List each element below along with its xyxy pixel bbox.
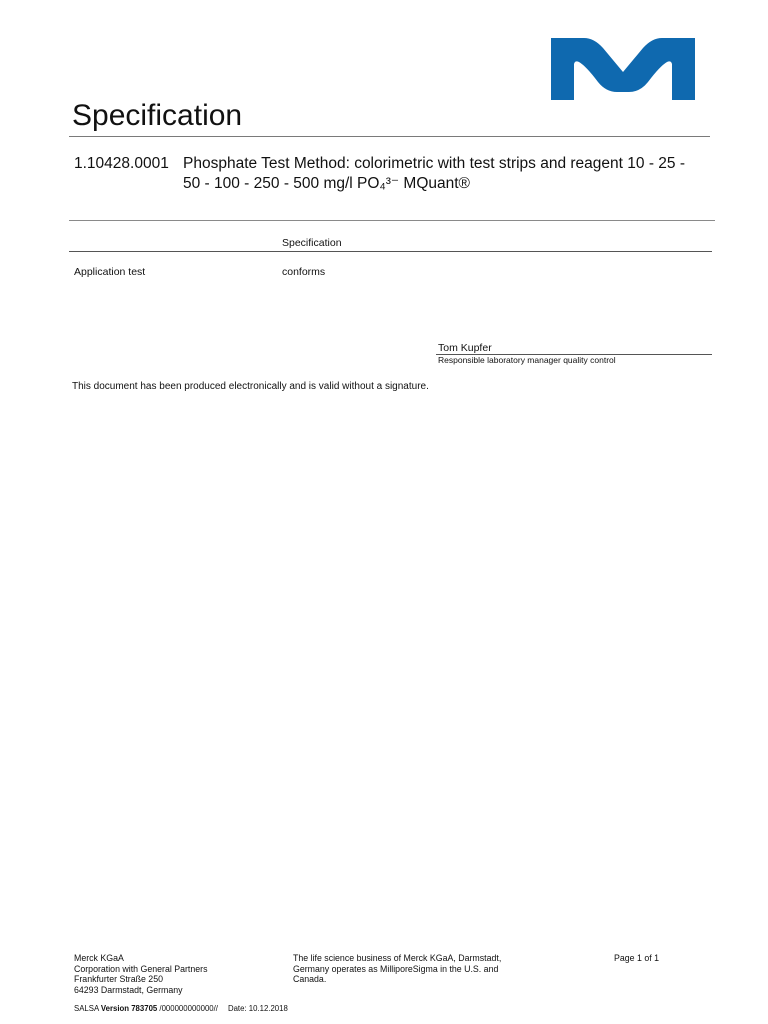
title-divider (69, 136, 710, 137)
product-description-line-1: Phosphate Test Method: colorimetric with test strips and reagent 10 - 25 - (183, 155, 685, 172)
footer-company-address (74, 953, 274, 995)
footer-business-note (293, 953, 523, 985)
footer-company-line: Corporation with General Partners (74, 963, 208, 974)
page-number: Page 1 of 1 (614, 953, 659, 963)
document-metadata (74, 1004, 288, 1014)
footer-company-line: Merck KGaA (74, 953, 124, 963)
specification-column-header: Specification (282, 237, 342, 249)
test-result: conforms (282, 266, 326, 278)
footer-company-line: 64293 Darmstadt, Germany (74, 984, 183, 995)
table-header-divider (69, 251, 712, 252)
signer-role: Responsible laboratory manager quality control (438, 355, 616, 365)
doc-version: Version 783705 (100, 1004, 158, 1013)
doc-id: /000000000000// (159, 1004, 218, 1013)
product-description (183, 154, 713, 194)
footer-business-line: Germany operates as MilliporeSigma in the U.S. and (293, 963, 499, 974)
footer-business-line: Canada. (293, 974, 327, 984)
merck-logo (548, 34, 698, 104)
page-title: Specification (72, 99, 243, 132)
doc-date: Date: 10.12.2018 (227, 1004, 288, 1013)
footer-business-line: The life science business of Merck KGaA, Darmstadt, (293, 953, 502, 963)
signer-name: Tom Kupfer (438, 342, 492, 354)
doc-system: SALSA (74, 1004, 99, 1013)
product-divider (69, 220, 715, 221)
footer-company-line: Frankfurter Straße 250 (74, 974, 163, 984)
validity-note: This document has been produced electronically and is valid without a signature. (72, 381, 429, 392)
test-name: Application test (74, 266, 146, 278)
product-description-line-2: 50 - 100 - 250 - 500 mg/l PO₄³⁻ MQuant® (183, 175, 470, 192)
product-number: 1.10428.0001 (74, 155, 169, 172)
